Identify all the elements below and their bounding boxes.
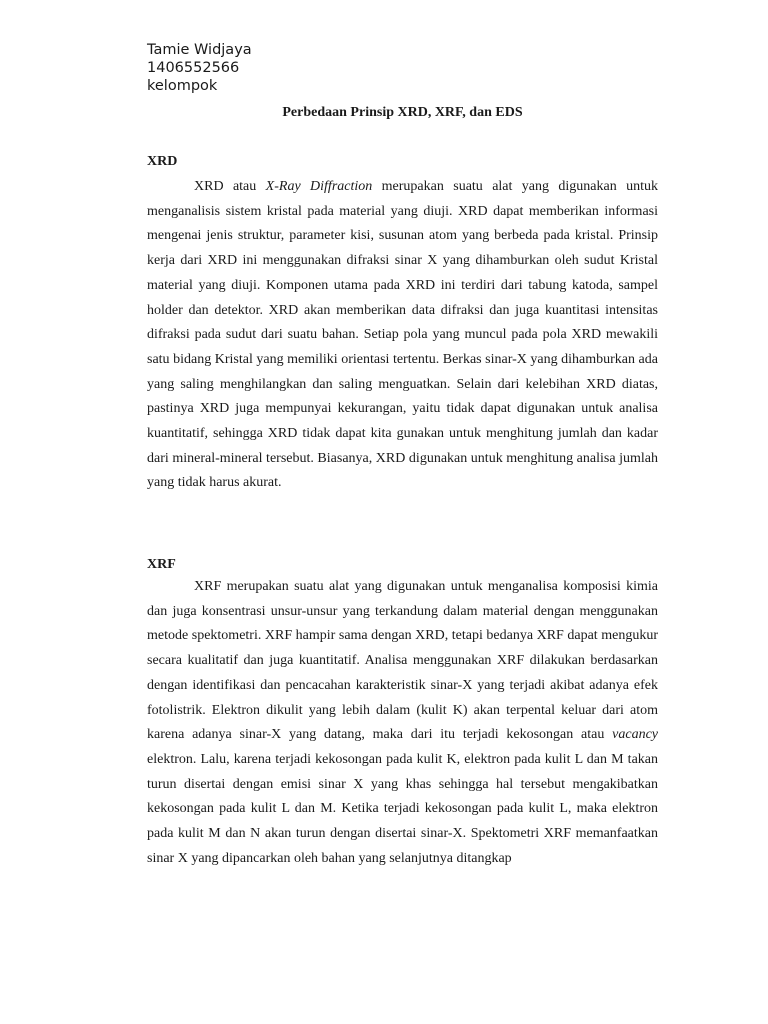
section-heading-xrf: XRF — [147, 557, 176, 572]
section-paragraph-xrd — [147, 175, 658, 496]
author-name: Tamie Widjaya — [147, 42, 252, 58]
group-label: kelompok — [147, 78, 218, 94]
paragraph-text: merupakan suatu alat yang digunakan untuk menganalisis sistem kristal pada material yang diuji. XRD dapat memberikan informasi mengenai jenis struktur, parameter kisi, susunan atom yang berbeda pada kristal. Prinsip kerja dari XRD ini menggunakan difraksi sinar X yang dihamburkan oleh sudut Kristal material yang diuji. Komponen utama pada XRD ini terdiri dari tabung katoda, sampel holder dan detektor. XRD akan memberikan data difraksi dan juga kuantitasi intensitas difraksi pada sudut dari suatu bahan. Setiap pola yang muncul pada pola XRD mewakili satu bidang Kristal yang memiliki orientasi tertentu. Berkas sinar-X yang dihamburkan ada yang saling menghilangkan dan saling menguatkan. Selain dari kelebihan XRD diatas, pastinya XRD juga mempunyai kekurangan, yaitu tidak dapat digunakan untuk analisa kuantitatif, sehingga XRD tidak dapat kita gunakan untuk menghitung jumlah dan kadar dari mineral-mineral tersebut. Biasanya, XRD digunakan untuk menghitung analisa jumlah yang tidak harus akurat. — [147, 179, 658, 491]
paragraph-italic-term: vacancy — [612, 727, 658, 743]
paragraph-text: XRD atau — [194, 179, 266, 194]
document-title: Perbedaan Prinsip XRD, XRF, dan EDS — [282, 105, 523, 120]
paragraph-italic-term: X-Ray Diffraction — [265, 179, 373, 194]
paragraph-text: XRF merupakan suatu alat yang digunakan untuk menganalisa komposisi kimia dan juga konsentrasi unsur-unsur yang terkandung dalam material dengan menggunakan metode spektometri. XRF hampir sama dengan XRD, tetapi bedanya XRF dapat mengukur secara kualitatif dan juga kuantitatif. Analisa menggunakan XRF dilakukan berdasarkan dengan identifikasi dan pencacahan karakteristik sinar-X yang terjadi akibat adanya efek fotolistrik. Elektron dikulit yang lebih dalam (kulit K) akan terpental keluar dari atom karena adanya sinar-X yang datang, maka dari itu terjadi kekosongan atau — [147, 579, 658, 743]
paragraph-text: elektron. Lalu, karena terjadi kekosongan pada kulit K, elektron pada kulit L dan M takan turun disertai dengan emisi sinar X yang khas sehingga hal tersebut mengakibatkan kekosongan pada kulit L dan M. Ketika terjadi kekosongan pada kulit L, maka elektron pada kulit M dan N akan turun dengan disertai sinar-X. Spektometri XRF memanfaatkan sinar X yang dipancarkan oleh bahan yang selanjutnya ditangkap — [147, 751, 658, 866]
author-header — [147, 41, 252, 95]
student-id: 1406552566 — [147, 60, 240, 76]
section-paragraph-xrf — [147, 575, 658, 871]
section-heading-xrd: XRD — [147, 154, 178, 169]
